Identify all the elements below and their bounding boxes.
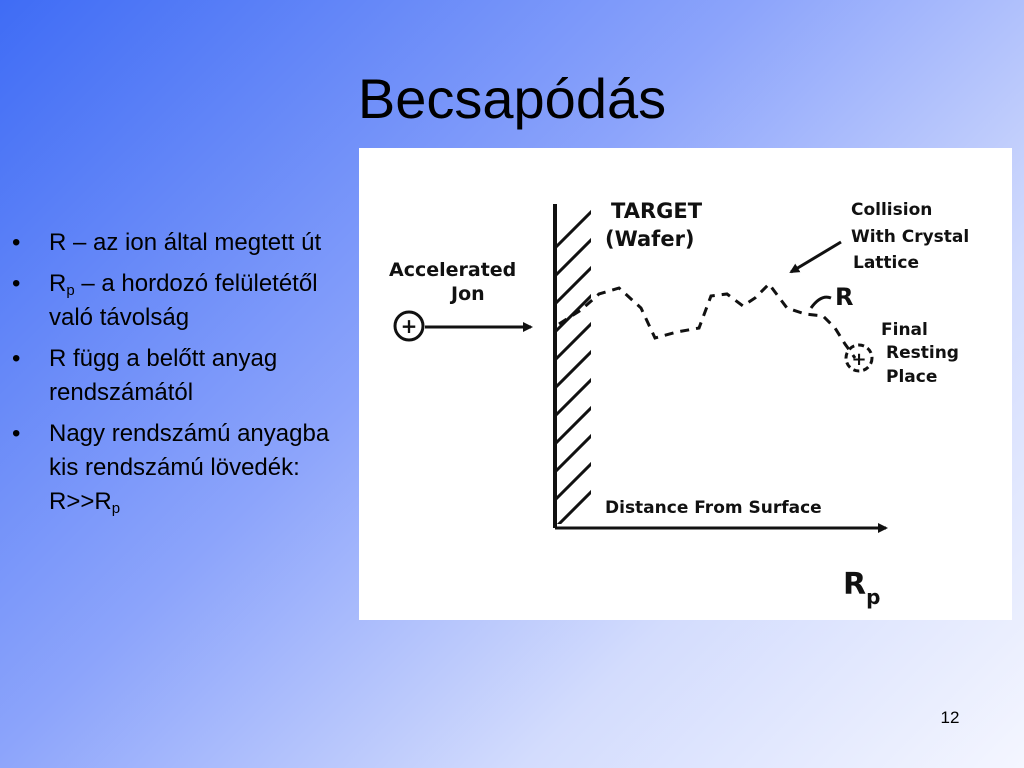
slide-title: Becsapódás	[357, 67, 667, 130]
r-label: R	[835, 283, 854, 311]
bullet-list	[12, 226, 357, 526]
bullet-subscript: p	[111, 500, 121, 517]
bullet-item	[12, 267, 357, 335]
bullet-text-rest: – a hordozó felületétől való távolság	[49, 270, 318, 331]
ion-path	[559, 284, 855, 358]
bullet-item	[12, 226, 357, 260]
bullet-dot: •	[12, 420, 21, 447]
collision-label-line2: With Crystal	[851, 227, 970, 247]
collision-label-line3: Lattice	[853, 253, 919, 273]
rp-label	[843, 567, 880, 609]
bullet-item	[12, 342, 357, 410]
ion-label-line1: Accelerated	[389, 259, 517, 281]
final-ion-plus-symbol: +	[851, 349, 867, 370]
r-bracket	[811, 297, 831, 308]
final-label-line1: Final	[881, 320, 928, 340]
diagram-canvas	[359, 148, 1012, 620]
bullet-text: R – az ion által megtett út	[49, 229, 322, 256]
bullet-dot: •	[12, 345, 21, 372]
target-hatching	[555, 204, 599, 528]
ion-implantation-diagram	[359, 148, 1012, 620]
rp-main: R	[843, 567, 867, 602]
bullet-item	[12, 417, 357, 519]
rp-subscript: p	[866, 585, 881, 609]
ion-plus-symbol: +	[400, 314, 418, 338]
bullet-text: R	[49, 270, 67, 297]
page-number: 12	[940, 708, 960, 727]
wafer-label: (Wafer)	[605, 227, 695, 251]
final-label-line2: Resting	[886, 343, 959, 363]
distance-axis-label: Distance From Surface	[605, 498, 822, 518]
collision-label-line1: Collision	[851, 200, 933, 220]
target-label: TARGET	[611, 199, 703, 223]
bullet-text: R függ a belőtt anyag rendszámától	[49, 345, 278, 406]
bullet-dot: •	[12, 229, 21, 256]
collision-arrow	[791, 242, 841, 272]
bullet-text: Nagy rendszámú anyagba kis rendszámú lövedék: R>>R	[49, 420, 330, 515]
bullet-dot: •	[12, 270, 21, 297]
final-label-line3: Place	[886, 367, 938, 387]
bullet-subscript: p	[66, 282, 75, 299]
ion-label-line2: Jon	[451, 283, 485, 305]
